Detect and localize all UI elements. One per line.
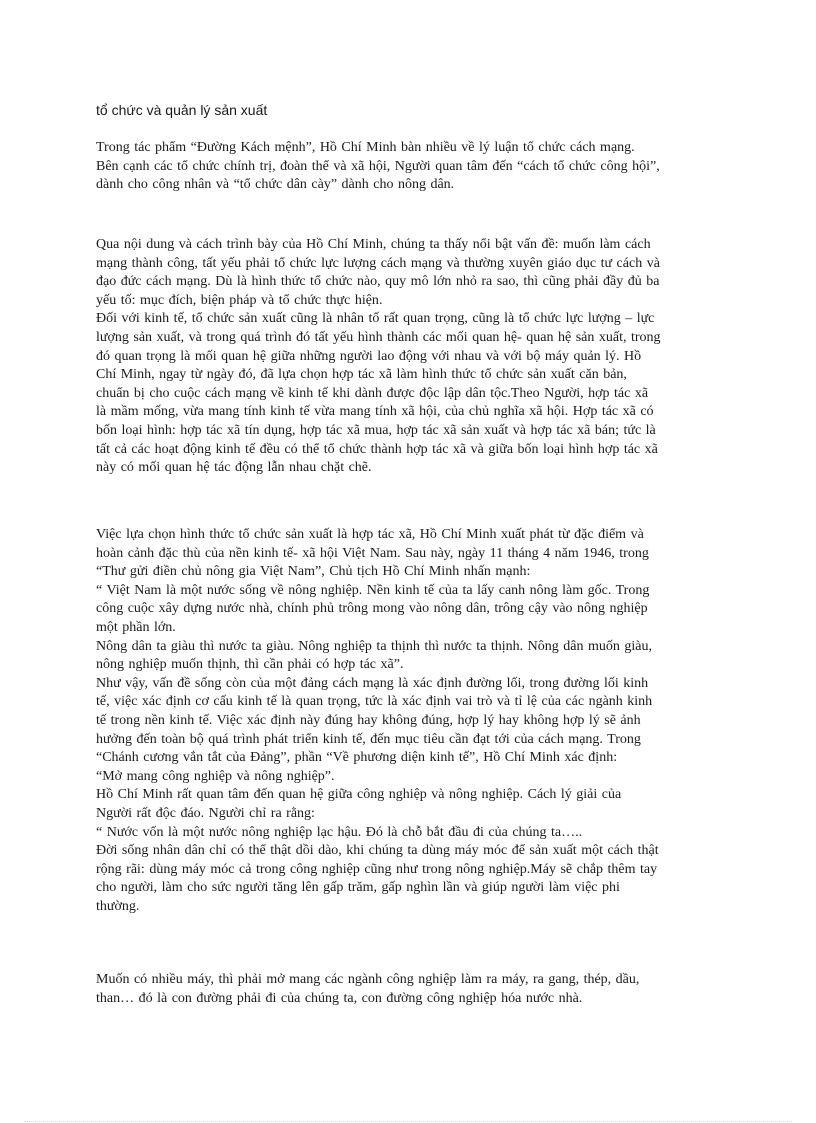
text-line: bốn loại hình: hợp tác xã tín dụng, hợp tác xã mua, hợp tác xã sản xuất và hợp tác xã bán; tức là: [96, 422, 656, 438]
text-line: Người rất độc đáo. Người chỉ ra rằng:: [96, 805, 315, 821]
paragraph-3: [96, 526, 724, 916]
text-line: cho người, làm cho sức người tăng lên gấp trăm, gấp nghìn lần và giúp người làm việc phi: [96, 880, 620, 896]
text-line: Đời sống nhân dân chỉ có thể thật dồi dào, khi chúng ta dùng máy móc để sản xuất một cách thật: [96, 843, 659, 859]
text-line: đạo đức cách mạng. Dù là hình thức tổ chức nào, quy mô lớn nhỏ ra sao, thì cũng phải đầy đủ ba: [96, 274, 660, 290]
text-line: than… đó là con đường phải đi của chúng ta, con đường công nghiệp hóa nước nhà.: [96, 990, 583, 1006]
text-line: công cuộc xây dựng nước nhà, chính phủ trông mong vào nông dân, trông cậy vào nông nghiệp: [96, 601, 648, 617]
text-line: Chí Minh, ngay từ ngày đó, đã lựa chọn hợp tác xã làm hình thức tổ chức sản xuất căn bản,: [96, 367, 627, 383]
text-line: “Chánh cương vắn tắt của Đảng”, phần “Về phương diện kinh tế”, Hồ Chí Minh xác định:: [96, 750, 618, 766]
text-line: Trong tác phẩm “Đường Kách mệnh”, Hồ Chí Minh bàn nhiều về lý luận tổ chức cách mạng.: [96, 140, 635, 155]
paragraph-2: [96, 236, 724, 478]
text-line: tế trong nền kinh tế. Việc xác định này đúng hay không đúng, hợp lý hay không hợp lý sẽ ảnh: [96, 712, 641, 728]
text-line: “ Nước vốn là một nước nông nghiệp lạc hậu. Đó là chỗ bắt đầu đi của chúng ta…..: [96, 824, 583, 840]
text-line: Muốn có nhiều máy, thì phải mở mang các ngành công nghiệp làm ra máy, ra gang, thép, dầu,: [96, 972, 640, 987]
text-line: thường.: [96, 898, 140, 914]
text-line: “ Việt Nam là một nước sống về nông nghiệp. Nền kinh tế của ta lấy canh nông làm gốc. Trong: [96, 582, 650, 598]
text-line: Nông dân ta giàu thì nước ta giàu. Nông nghiệp ta thịnh thì nước ta thịnh. Nông dân muốn giàu,: [96, 638, 653, 654]
text-line: là mầm mống, vừa mang tính kinh tế vừa mang tính xã hội, của chủ nghĩa xã hội. Hợp tác xã có: [96, 404, 654, 420]
text-line: hưởng đến toàn bộ quá trình phát triển kinh tế, đến mục tiêu cần đạt tới của cách mạng. Trong: [96, 731, 641, 747]
page-bottom-rule: [24, 1121, 792, 1122]
text-line: nông nghiệp muốn thịnh, thì cần phải có hợp tác xã”.: [96, 657, 404, 673]
text-line: “Mở mang công nghiệp và nông nghiệp”.: [96, 768, 335, 784]
text-line: Hồ Chí Minh rất quan tâm đến quan hệ giữa công nghiệp và nông nghiệp. Cách lý giải của: [96, 787, 622, 803]
text-line: hoàn cảnh đặc thù của nền kinh tế- xã hội Việt Nam. Sau này, ngày 11 tháng 4 năm 1946, trong: [96, 545, 649, 561]
document-title: tổ chức và quản lý sản xuất: [96, 102, 268, 118]
text-line: “Thư gửi điền chủ nông gia Việt Nam”, Chủ tịch Hồ Chí Minh nhấn mạnh:: [96, 564, 531, 580]
text-line: dành cho công nhân và “tổ chức dân cày” dành cho nông dân.: [96, 177, 455, 193]
text-line: tế, việc xác định cơ cấu kinh tế là quan trọng, tức là xác định vai trò và tỉ lệ của các ngành kinh: [96, 694, 653, 710]
text-line: rộng rãi: dùng máy móc cả trong công nghiệp cũng như trong nông nghiệp.Máy sẽ chắp thêm tay: [96, 861, 658, 877]
text-line: Qua nội dung và cách trình bày của Hồ Chí Minh, chúng ta thấy nổi bật vấn đề: muốn làm cách: [96, 237, 651, 252]
text-line: lượng sản xuất, và trong quá trình đó tất yếu hình thành các mối quan hệ- quan hệ sản xuất, trong: [96, 329, 661, 345]
paragraph-4: [96, 971, 724, 1008]
text-line: mạng thành công, tất yếu phải tổ chức lực lượng cách mạng và thường xuyên giáo dục tư cách và: [96, 255, 660, 271]
text-line: Như vậy, vấn đề sống còn của một đảng cách mạng là xác định đường lối, trong đường lối kinh: [96, 675, 649, 691]
text-line: Đối với kinh tế, tổ chức sản xuất cũng là nhân tố rất quan trọng, cũng là tổ chức lực lượng – lực: [96, 311, 655, 327]
text-line: một phần lớn.: [96, 619, 176, 635]
text-line: Bên cạnh các tổ chức chính trị, đoàn thể và xã hội, Người quan tâm đến “cách tổ chức công hội”,: [96, 158, 660, 174]
text-line: Việc lựa chọn hình thức tổ chức sản xuất là hợp tác xã, Hồ Chí Minh xuất phát từ đặc điểm và: [96, 527, 644, 542]
text-line: tất cả các hoạt động kinh tế đều có thể tổ chức thành hợp tác xã và giữa bốn loại hình hợp tác xã: [96, 441, 658, 457]
text-line: này có mối quan hệ tác động lẫn nhau chặt chẽ.: [96, 460, 372, 476]
paragraph-1: [96, 139, 724, 195]
text-line: yếu tố: mục đích, biện pháp và tổ chức thực hiện.: [96, 292, 383, 308]
text-line: đó quan trọng là mối quan hệ giữa những người lao động với nhau và với bộ máy quản lý. Hồ: [96, 348, 642, 364]
text-line: chuẩn bị cho cuộc cách mạng về kinh tế khi dành được độc lập dân tộc.Theo Người, hợp tác xã: [96, 385, 649, 401]
